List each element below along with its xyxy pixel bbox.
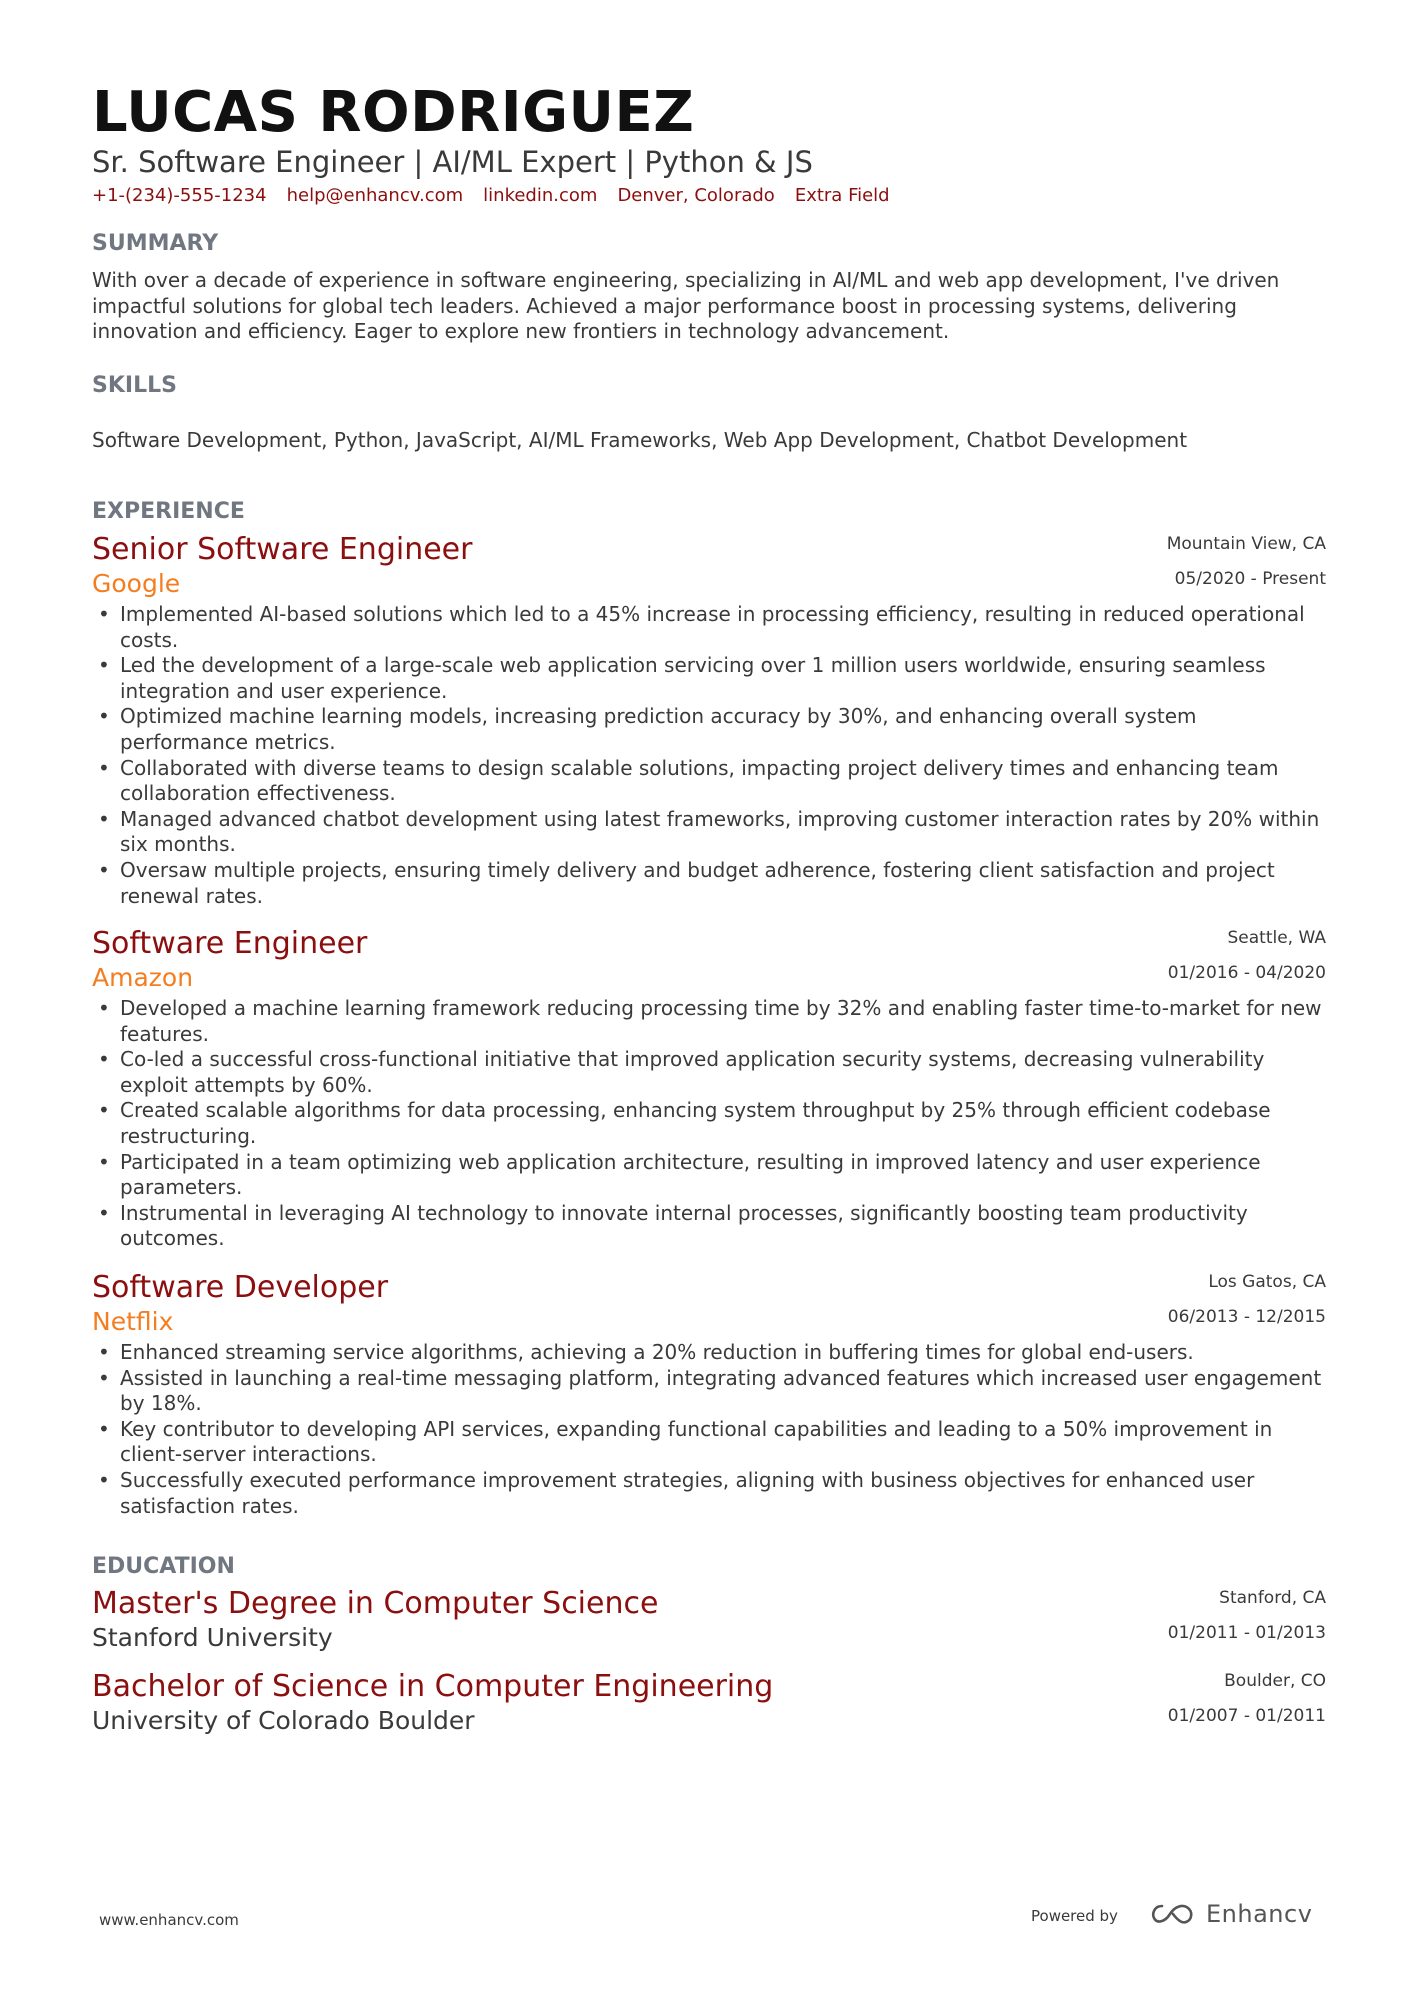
job-bullets (92, 1340, 1326, 1519)
contact-location: Denver, Colorado (617, 185, 775, 206)
education-school: University of Colorado Boulder (92, 1706, 475, 1735)
resume-page (92, 0, 1326, 1995)
job-bullet: • Collaborated with diverse teams to design scalable solutions, impacting project delivery times and enhancing team collaboration effectiveness. (92, 756, 1326, 807)
job-bullet: • Implemented AI-based solutions which led to a 45% increase in processing efficiency, resulting in reduced operational costs. (92, 602, 1326, 653)
job-entry (92, 532, 1326, 909)
contact-line (92, 184, 890, 208)
job-bullet: • Created scalable algorithms for data processing, enhancing system throughput by 25% through efficient codebase restructuring. (92, 1098, 1326, 1149)
job-company: Netflix (92, 1307, 174, 1336)
contact-phone[interactable]: +1-(234)-555-1234 (92, 185, 267, 206)
education-dates: 01/2007 - 01/2011 (1167, 1706, 1326, 1726)
job-location: Seattle, WA (1227, 928, 1326, 948)
education-location: Stanford, CA (1219, 1588, 1326, 1608)
footer-powered-by: Powered by (1031, 1907, 1118, 1925)
enhancv-logo-text: Enhancv (1206, 1900, 1313, 1928)
education-location: Boulder, CO (1224, 1671, 1326, 1691)
job-bullet: • Optimized machine learning models, increasing prediction accuracy by 30%, and enhancing overall system performance metrics. (92, 704, 1326, 755)
job-bullet: • Enhanced streaming service algorithms, achieving a 20% reduction in buffering times for global end-users. (92, 1340, 1326, 1366)
education-entry (92, 1586, 1326, 1654)
education-heading: EDUCATION (92, 1554, 235, 1579)
candidate-title: Sr. Software Engineer | AI/ML Expert | Python & JS (92, 145, 813, 179)
summary-text: With over a decade of experience in software engineering, specializing in AI/ML and web app development, I've driven impactful solutions for global tech leaders. Achieved a major performance boost in processing systems, delivering innovation and efficiency. Eager to explore new frontiers in technology advancement. (92, 268, 1280, 344)
job-bullet: • Participated in a team optimizing web application architecture, resulting in improved latency and user experience parameters. (92, 1150, 1326, 1201)
enhancv-logo[interactable] (1150, 1896, 1312, 1932)
job-entry (92, 926, 1326, 1252)
education-dates: 01/2011 - 01/2013 (1167, 1623, 1326, 1643)
job-bullet: • Successfully executed performance improvement strategies, aligning with business objectives for enhanced user satisfaction rates. (92, 1468, 1326, 1519)
job-role: Software Developer (92, 1270, 389, 1305)
skills-text: Software Development, Python, JavaScript, AI/ML Frameworks, Web App Development, Chatbot Development (92, 428, 1188, 452)
job-bullet: • Assisted in launching a real-time messaging platform, integrating advanced features which increased user engagement by 18%. (92, 1366, 1326, 1417)
candidate-name: LUCAS RODRIGUEZ (92, 80, 695, 145)
job-role: Software Engineer (92, 926, 368, 961)
job-role: Senior Software Engineer (92, 532, 473, 567)
job-bullet: • Oversaw multiple projects, ensuring timely delivery and budget adherence, fostering client satisfaction and project renewal rates. (92, 858, 1326, 909)
job-bullet: • Led the development of a large-scale web application servicing over 1 million users worldwide, ensuring seamless integration and user experience. (92, 653, 1326, 704)
job-bullet: • Key contributor to developing API services, expanding functional capabilities and leading to a 50% improvement in client-server interactions. (92, 1417, 1326, 1468)
job-dates: 06/2013 - 12/2015 (1167, 1307, 1326, 1327)
job-bullet: • Developed a machine learning framework reducing processing time by 32% and enabling faster time-to-market for new features. (92, 996, 1326, 1047)
education-degree: Master's Degree in Computer Science (92, 1586, 659, 1621)
job-company: Amazon (92, 963, 194, 992)
job-location: Mountain View, CA (1166, 534, 1326, 554)
job-location: Los Gatos, CA (1208, 1272, 1326, 1292)
job-bullets (92, 996, 1326, 1252)
skills-heading: SKILLS (92, 373, 177, 398)
summary-heading: SUMMARY (92, 231, 219, 256)
job-dates: 01/2016 - 04/2020 (1167, 963, 1326, 983)
contact-email[interactable]: help@enhancv.com (286, 185, 464, 206)
job-bullet: • Co-led a successful cross-functional initiative that improved application security systems, decreasing vulnerability exploit attempts by 60%. (92, 1047, 1326, 1098)
job-entry (92, 1270, 1326, 1519)
contact-linkedin[interactable]: linkedin.com (483, 185, 598, 206)
education-entry (92, 1669, 1326, 1737)
job-company: Google (92, 569, 181, 598)
experience-heading: EXPERIENCE (92, 499, 245, 524)
enhancv-logo-icon (1150, 1902, 1196, 1926)
footer-url[interactable]: www.enhancv.com (99, 1911, 239, 1929)
contact-extra-field: Extra Field (794, 185, 890, 206)
job-dates: 05/2020 - Present (1174, 569, 1326, 589)
education-school: Stanford University (92, 1623, 333, 1652)
education-degree: Bachelor of Science in Computer Engineering (92, 1669, 774, 1704)
job-bullet: • Instrumental in leveraging AI technology to innovate internal processes, significantly boosting team productivity outcomes. (92, 1201, 1326, 1252)
job-bullet: • Managed advanced chatbot development using latest frameworks, improving customer interaction rates by 20% within six months. (92, 807, 1326, 858)
job-bullets (92, 602, 1326, 909)
